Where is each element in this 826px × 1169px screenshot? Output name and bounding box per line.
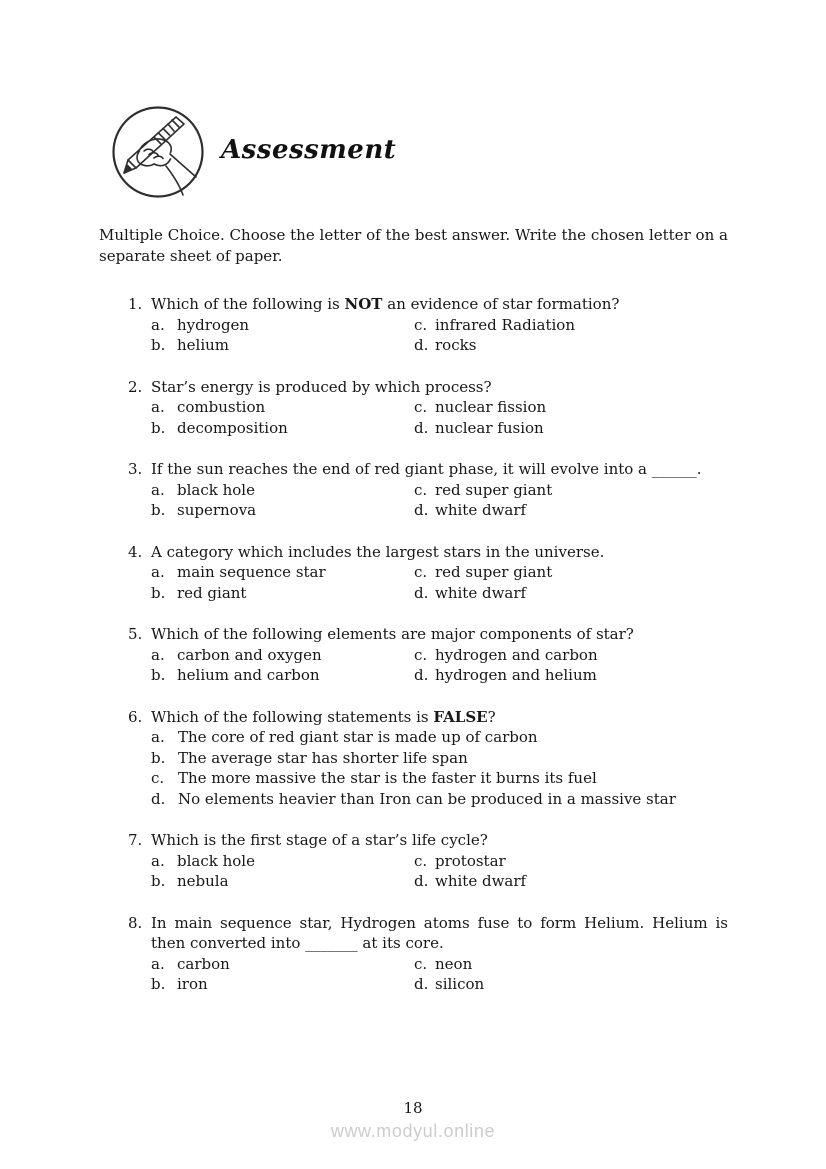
question-body: [151, 830, 728, 892]
option-label: b.: [151, 418, 166, 437]
option-text: neon: [435, 954, 473, 973]
option-label: c.: [414, 851, 428, 870]
option-label: c.: [414, 645, 428, 664]
option-label: d.: [414, 336, 429, 354]
question-number: 1.: [128, 295, 143, 313]
option-text: main sequence star: [177, 563, 326, 581]
option-text: nebula: [177, 872, 229, 890]
option-label: a.: [151, 398, 165, 416]
option-label: c.: [414, 315, 428, 334]
option-text: carbon: [177, 954, 230, 973]
option: [151, 315, 414, 336]
option-label: d.: [414, 501, 429, 519]
option-label: b.: [151, 583, 166, 602]
option-label: c.: [414, 480, 428, 499]
question-item: [128, 830, 728, 892]
option-text: No elements heavier than Iron can be produced in a massive star: [178, 789, 676, 808]
option-text: red super giant: [435, 563, 553, 581]
option: [414, 397, 728, 418]
question-text: If the sun reaches the end of red giant phase, it will evolve into a ______.: [151, 460, 702, 478]
option: [151, 727, 728, 748]
question-body: [151, 624, 728, 686]
question-text: In main sequence star, Hydrogen atoms fuse to form Helium. Helium is then converted into _______ at its core.: [151, 913, 728, 952]
option-text: black hole: [177, 480, 255, 499]
option-label: a.: [151, 315, 165, 334]
question-item: [128, 294, 728, 356]
option-label: c.: [151, 769, 165, 787]
question-item: [128, 377, 728, 439]
option-text: combustion: [177, 398, 266, 416]
option-text: hydrogen and carbon: [435, 645, 598, 664]
page-number: 18: [403, 1099, 423, 1117]
question-body: [151, 913, 728, 995]
option: [151, 418, 414, 439]
option-label: a.: [151, 645, 165, 664]
question-number: 8.: [128, 913, 143, 932]
question-item: [128, 707, 728, 810]
option: [151, 768, 728, 789]
option: [151, 974, 414, 995]
option-text: red giant: [177, 583, 247, 602]
question-body: [151, 707, 728, 810]
option-text: nuclear fission: [435, 398, 547, 416]
option-label: d.: [151, 789, 166, 808]
option-text: infrared Radiation: [435, 315, 575, 334]
question-item: [128, 459, 728, 521]
question-text: Which of the following statements is FALSE?: [151, 707, 496, 726]
question-body: [151, 542, 728, 604]
option: [151, 500, 414, 521]
option-text: rocks: [435, 336, 477, 354]
question-item: [128, 624, 728, 686]
option-label: a.: [151, 851, 165, 870]
option-text: black hole: [177, 851, 255, 870]
option-label: b.: [151, 501, 166, 519]
option: [414, 871, 728, 892]
question-number: 4.: [128, 542, 143, 561]
option-label: d.: [414, 872, 429, 890]
option-label: c.: [414, 954, 428, 973]
option: [151, 954, 414, 975]
question-text: Which is the first stage of a star’s life cycle?: [151, 831, 488, 849]
option-label: d.: [414, 583, 429, 602]
option: [151, 748, 728, 769]
option-label: b.: [151, 748, 166, 767]
question-number: 5.: [128, 625, 143, 643]
question-body: [151, 294, 728, 356]
option-text: supernova: [177, 501, 257, 519]
option-text: silicon: [435, 975, 485, 993]
option: [151, 665, 414, 686]
option-label: d.: [414, 418, 429, 437]
option-label: a.: [151, 728, 165, 746]
option: [414, 583, 728, 604]
option: [414, 480, 728, 501]
option-label: d.: [414, 666, 429, 684]
option-label: b.: [151, 975, 166, 993]
option: [414, 335, 728, 356]
option: [151, 480, 414, 501]
option: [151, 645, 414, 666]
question-options: [151, 954, 728, 995]
question-item: [128, 542, 728, 604]
option: [151, 851, 414, 872]
option: [414, 315, 728, 336]
question-body: [151, 459, 728, 521]
questions-list: [128, 294, 728, 1016]
option: [151, 583, 414, 604]
option: [414, 562, 728, 583]
option-text: protostar: [435, 851, 506, 870]
option-text: white dwarf: [435, 501, 527, 519]
option-label: c.: [414, 563, 428, 581]
question-options: [151, 480, 728, 521]
option-text: nuclear fusion: [435, 418, 544, 437]
question-item: [128, 913, 728, 995]
option-text: helium: [177, 336, 230, 354]
option-label: d.: [414, 975, 429, 993]
option: [414, 954, 728, 975]
question-text: Which of the following elements are major components of star?: [151, 625, 634, 643]
question-number: 3.: [128, 460, 143, 478]
option-label: b.: [151, 872, 166, 890]
question-number: 6.: [128, 707, 143, 726]
question-text: Star’s energy is produced by which process?: [151, 377, 492, 396]
option: [414, 418, 728, 439]
question-text: Which of the following is NOT an evidence of star formation?: [151, 295, 620, 313]
option: [151, 335, 414, 356]
option: [151, 397, 414, 418]
option-text: The core of red giant star is made up of carbon: [178, 728, 538, 746]
option: [151, 789, 728, 810]
option-label: b.: [151, 336, 166, 354]
option-label: a.: [151, 563, 165, 581]
question-options: [151, 727, 728, 809]
option: [414, 851, 728, 872]
option-label: c.: [414, 398, 428, 416]
question-body: [151, 377, 728, 439]
page-title: Assessment: [221, 135, 397, 165]
question-options: [151, 851, 728, 892]
option-text: red super giant: [435, 480, 553, 499]
option-text: hydrogen: [177, 315, 250, 334]
option: [414, 645, 728, 666]
option-label: a.: [151, 954, 165, 973]
option-text: hydrogen and helium: [435, 666, 597, 684]
option: [151, 562, 414, 583]
option-text: white dwarf: [435, 872, 527, 890]
option: [414, 500, 728, 521]
option-text: carbon and oxygen: [177, 645, 322, 664]
option-text: The average star has shorter life span: [178, 748, 468, 767]
option: [414, 974, 728, 995]
writing-hand-pencil-icon: [110, 104, 206, 200]
option-label: a.: [151, 480, 165, 499]
question-options: [151, 645, 728, 686]
option-text: white dwarf: [435, 583, 527, 602]
question-text: A category which includes the largest stars in the universe.: [151, 542, 605, 561]
watermark-text: www.modyul.online: [330, 1121, 496, 1141]
question-options: [151, 315, 728, 356]
option-label: b.: [151, 666, 166, 684]
question-number: 7.: [128, 831, 143, 849]
instructions-text: Multiple Choice. Choose the letter of the best answer. Write the chosen letter on a separate sheet of paper.: [99, 226, 728, 265]
question-options: [151, 397, 728, 438]
option-text: decomposition: [177, 418, 288, 437]
question-number: 2.: [128, 377, 143, 396]
option: [151, 871, 414, 892]
option-text: The more massive the star is the faster it burns its fuel: [178, 769, 597, 787]
question-options: [151, 562, 728, 603]
option: [414, 665, 728, 686]
option-text: helium and carbon: [177, 666, 320, 684]
option-text: iron: [177, 975, 208, 993]
